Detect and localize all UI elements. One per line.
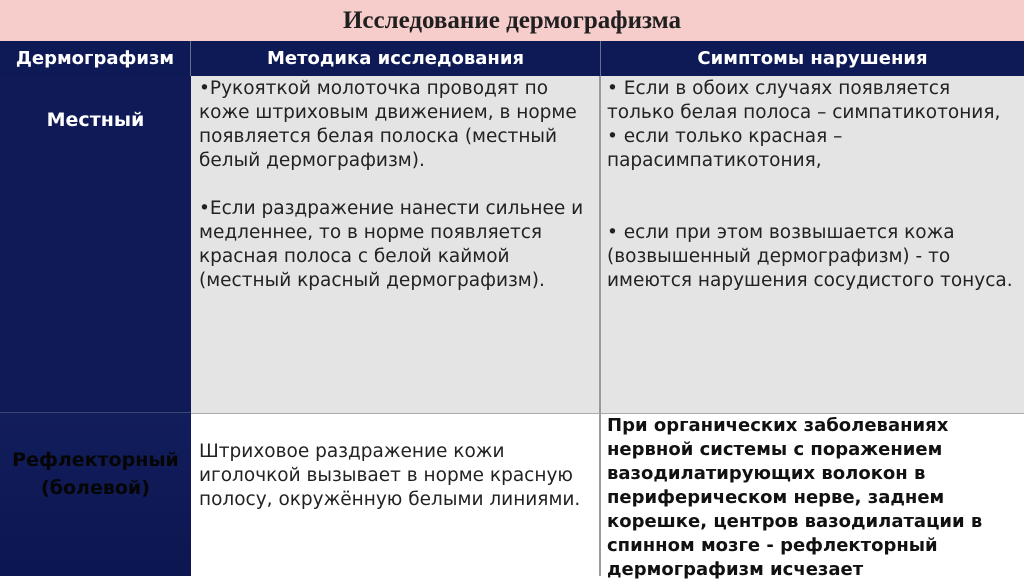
local-symptoms-cell [601, 76, 1024, 413]
header-method: Методика исследования [191, 41, 601, 76]
reflex-symptoms-cell [601, 413, 1024, 580]
reflex-method-cell [191, 413, 601, 576]
header-dermographism: Дермографизм [0, 41, 191, 76]
page-title: Исследование дермографизма [0, 0, 1024, 42]
header-symptoms: Симптомы нарушения [601, 41, 1024, 76]
local-symptom-1: • Если в обоих случаях появляется только белая полоса – симпатикотония, [607, 78, 1001, 123]
local-method-p1: •Рукояткой молоточка проводят по коже штриховым движением, в норме появляется белая полоска (местный белый дермографизм). [199, 78, 577, 171]
row-type-local: Местный [0, 76, 191, 413]
reflex-method-text: Штриховое раздражение кожи иголочкой вызывает в норме красную полосу, окружённую белыми линиями. [199, 441, 581, 510]
local-method-cell [191, 76, 601, 413]
local-symptom-3: • если при этом возвышается кожа (возвышенный дермографизм) - то имеются нарушения сосудистого тонуса. [607, 222, 1013, 291]
reflex-symptoms-text: При органических заболеваниях нервной системы с поражением вазодилатирующих волокон в периферическом нерве, заднем корешке, центров вазодилатации в спинном мозге - рефлекторный дермографизм исчезает [607, 415, 983, 580]
row-type-reflex: Рефлекторный (болевой) [0, 413, 191, 576]
local-symptom-2: • если только красная – парасимпатикотония, [607, 126, 843, 171]
local-method-p2: •Если раздражение нанести сильнее и медленнее, то в норме появляется красная полоса с белой каймой (местный красный дермографизм). [199, 198, 584, 291]
